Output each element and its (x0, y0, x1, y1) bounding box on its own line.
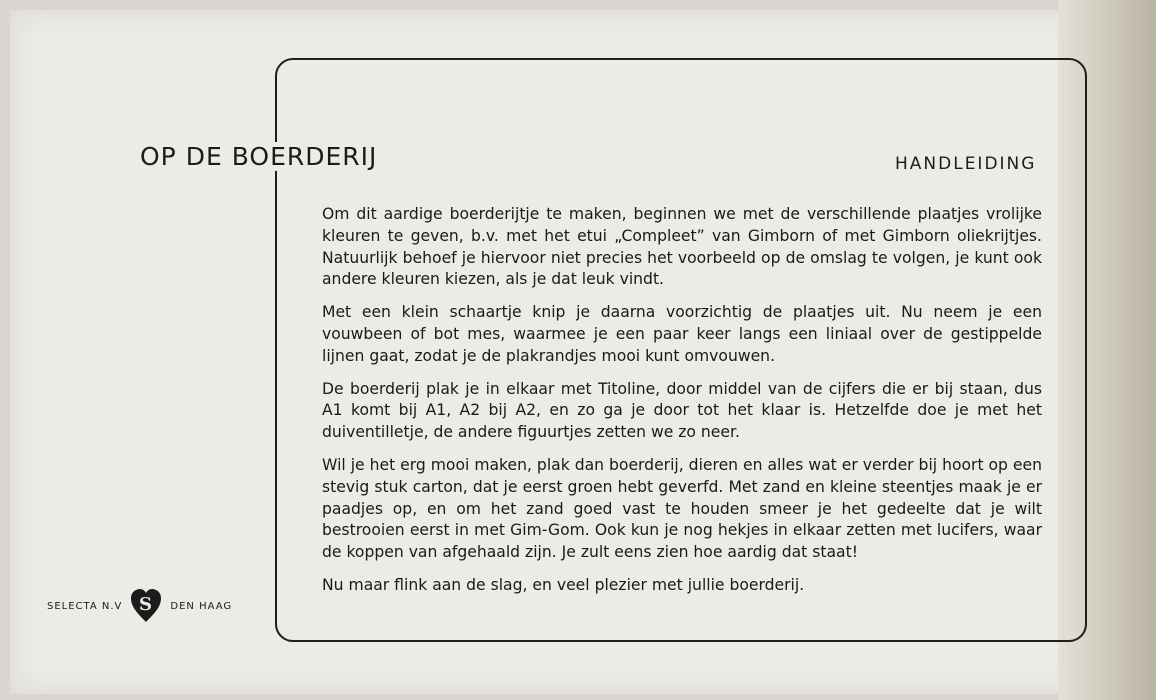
paragraph-4: Wil je het erg mooi maken, plak dan boerderij, dieren en alles wat er verder bij hoort op een stevig stuk carton, dat je eerst groen hebt geverfd. Met zand en kleine steentjes maak je er paadjes op, en om het zand goed vast te houden smeer je het gedeelte dat je wilt bestrooien eerst in met Gim-Gom. Ook kun je nog hekjes in elkaar zetten met lucifers, waar de koppen van afgehaald zijn. Je zult eens zien hoe aardig dat staat! (322, 455, 1042, 562)
instructions-body (322, 204, 1042, 608)
publisher-name: SELECTA N.V (47, 600, 123, 612)
paragraph-5: Nu maar flink aan de slag, en veel plezier met jullie boerderij. (322, 575, 805, 594)
paragraph-2: Met een klein schaartje knip je daarna voorzichtig de plaatjes uit. Nu neem je een vouwbeen of bot mes, waarmee je een paar keer langs een liniaal over de gestippelde lijnen gaat, zodat je de plakrandjes mooi kunt omvouwen. (322, 303, 1042, 365)
publisher-imprint (47, 588, 232, 624)
publisher-city: DEN HAAG (170, 600, 233, 612)
paragraph-1: Om dit aardige boerderijtje te maken, beginnen we met de verschillende plaatjes vrolijke kleuren te geven, b.v. met het etui „Compleet” van Gimborn of met Gimborn oliekrijtjes. Natuurlijk behoef je hiervoor niet precies het voorbeeld op de omslag te volgen, je kunt ook andere kleuren kiezen, als je dat leuk vindt. (322, 205, 1042, 289)
logo-letter: S (139, 594, 154, 615)
page-title: OP DE BOERDERIJ (140, 142, 385, 171)
heart-logo-icon (130, 588, 162, 624)
paragraph-3: De boerderij plak je in elkaar met Titoline, door middel van de cijfers die er bij staan, dus A1 komt bij A1, A2 bij A2, en zo ga je door tot het klaar is. Hetzelfde doe je met het duiventilletje, de andere figuurtjes zetten we zo neer. (322, 379, 1042, 442)
page-subtitle: HANDLEIDING (895, 154, 1037, 174)
